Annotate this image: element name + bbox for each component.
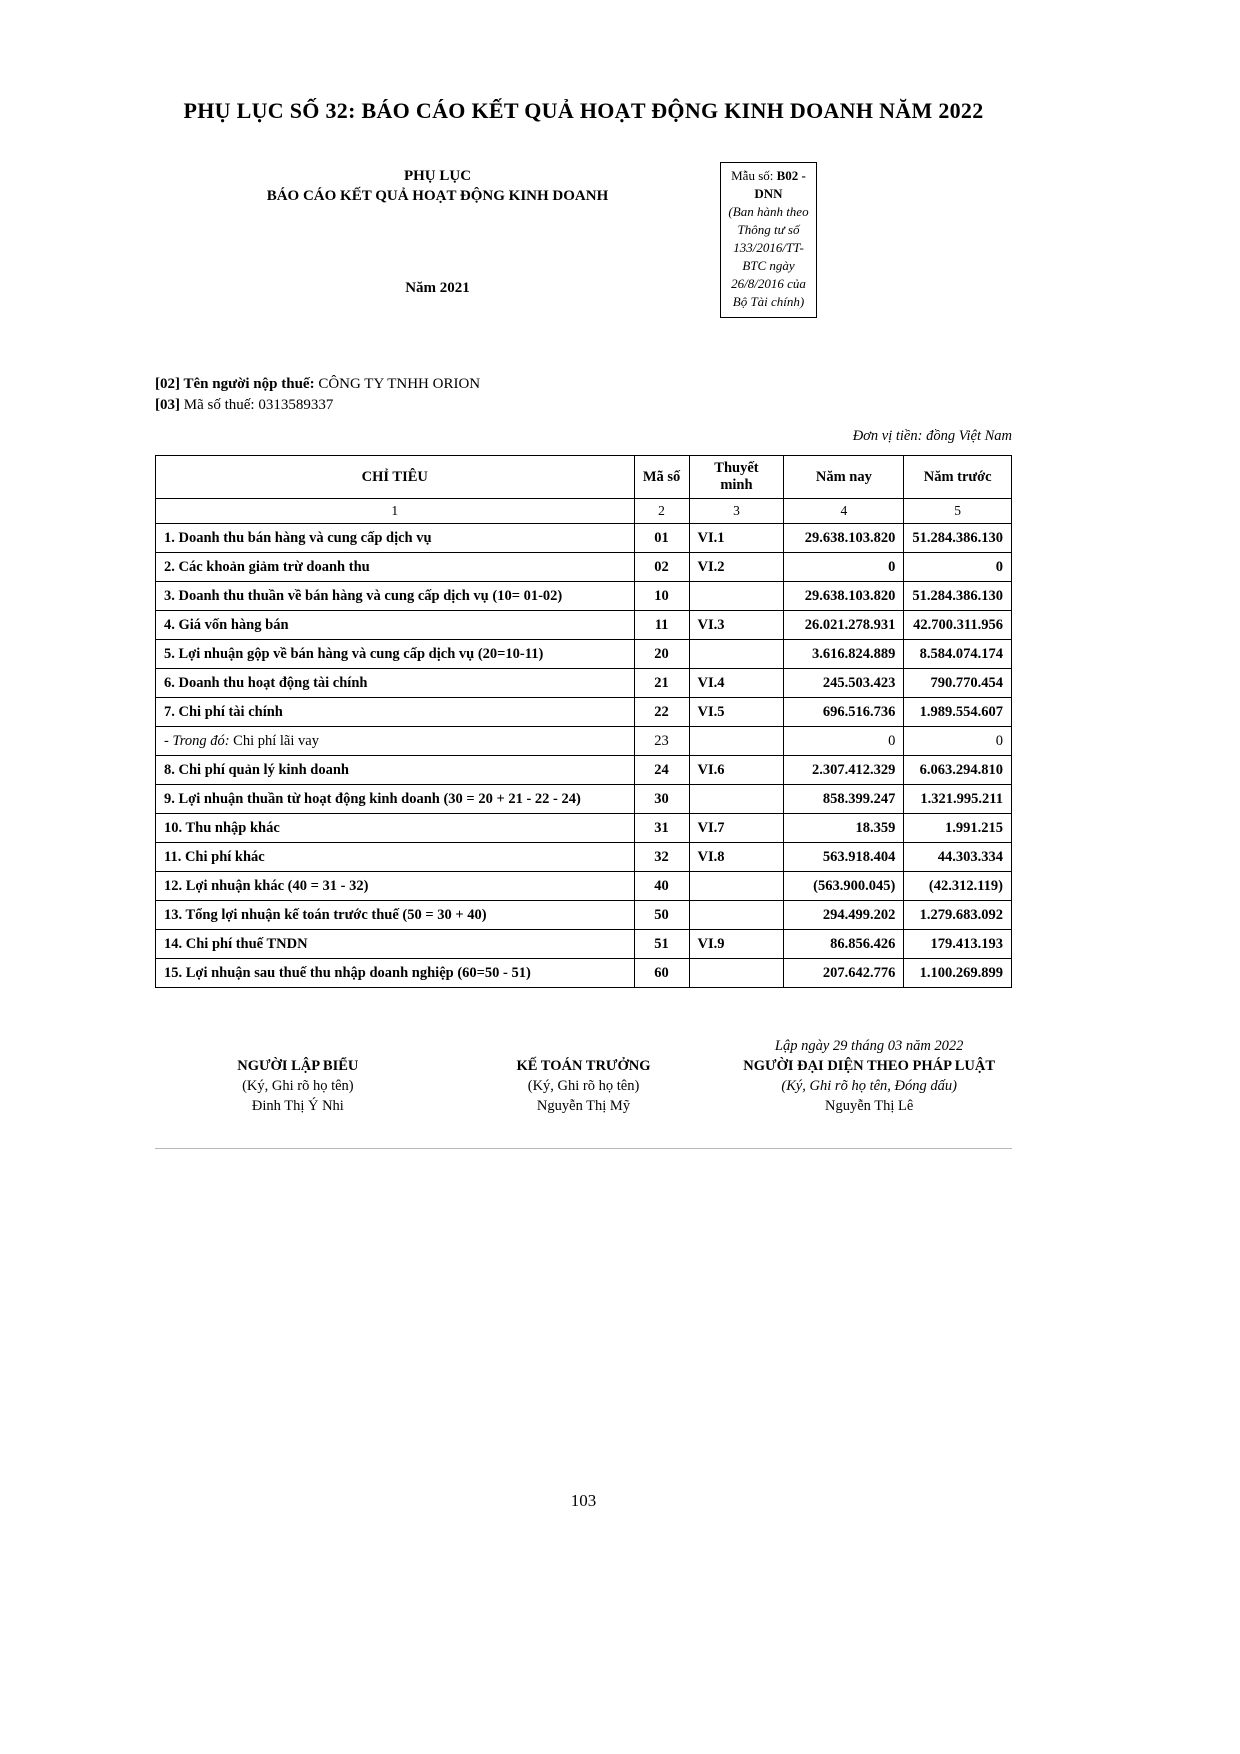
row-current-value: 86.856.426 <box>784 930 904 959</box>
row-label: 7. Chi phí tài chính <box>156 698 635 727</box>
row-prior-value: 1.989.554.607 <box>904 698 1012 727</box>
row-current-value: 18.359 <box>784 814 904 843</box>
signature-name: Nguyễn Thị Mỹ <box>536 1098 631 1114</box>
row-prior-value: 51.284.386.130 <box>904 582 1012 611</box>
row-note <box>689 901 784 930</box>
row-prior-value: 1.279.683.092 <box>904 901 1012 930</box>
taxpayer-name: CÔNG TY TNHH ORION <box>318 376 481 392</box>
table-row <box>156 901 1012 930</box>
column-number: 4 <box>784 499 904 524</box>
row-current-value: 0 <box>784 727 904 756</box>
signature-title: NGƯỜI ĐẠI DIỆN THEO PHÁP LUẬT <box>743 1058 996 1074</box>
row-current-value: 245.503.423 <box>784 669 904 698</box>
signature-title: KẾ TOÁN TRƯỞNG <box>516 1058 651 1074</box>
page-title: PHỤ LỤC SỐ 32: BÁO CÁO KẾT QUẢ HOẠT ĐỘNG KINH DOANH NĂM 2022 <box>183 98 984 123</box>
table-row <box>156 756 1012 785</box>
table-row <box>156 785 1012 814</box>
row-code: 23 <box>634 727 689 756</box>
header-prior-year: Năm trước <box>904 456 1012 499</box>
column-number: 5 <box>904 499 1012 524</box>
row-note <box>689 785 784 814</box>
row-label: 4. Giá vốn hàng bán <box>156 611 635 640</box>
row-prior-value: 8.584.074.174 <box>904 640 1012 669</box>
tax-code-value: 0313589337 <box>258 397 334 413</box>
table-head <box>156 456 1012 524</box>
row-label: 10. Thu nhập khác <box>156 814 635 843</box>
report-table-body <box>156 524 1012 988</box>
row-note: VI.7 <box>689 814 784 843</box>
header-current-year: Năm nay <box>784 456 904 499</box>
table-row <box>156 611 1012 640</box>
row-code: 11 <box>634 611 689 640</box>
row-note <box>689 727 784 756</box>
table-row <box>156 930 1012 959</box>
row-label: 5. Lợi nhuận gộp về bán hàng và cung cấp dịch vụ (20=10-11) <box>156 640 635 669</box>
report-year: Năm 2021 <box>405 280 470 296</box>
row-prior-value: 1.100.269.899 <box>904 959 1012 988</box>
row-label: 13. Tổng lợi nhuận kế toán trước thuế (50 = 30 + 40) <box>156 901 635 930</box>
table-row <box>156 553 1012 582</box>
table-row <box>156 843 1012 872</box>
row-label: 6. Doanh thu hoạt động tài chính <box>156 669 635 698</box>
column-number: 3 <box>689 499 784 524</box>
row-note: VI.9 <box>689 930 784 959</box>
row-code: 31 <box>634 814 689 843</box>
table-row <box>156 669 1012 698</box>
appendix-label: PHỤ LỤC <box>403 168 472 184</box>
row-label: - Trong đó: Chi phí lãi vay <box>156 727 635 756</box>
row-label: 2. Các khoản giảm trừ doanh thu <box>156 553 635 582</box>
column-number: 1 <box>156 499 635 524</box>
table-row <box>156 524 1012 553</box>
signature-preparer <box>155 1036 441 1116</box>
header-note: Thuyết minh <box>689 456 784 499</box>
row-note <box>689 640 784 669</box>
column-number: 2 <box>634 499 689 524</box>
row-prior-value: 6.063.294.810 <box>904 756 1012 785</box>
row-code: 30 <box>634 785 689 814</box>
report-header-center <box>155 162 720 298</box>
header-item: CHỈ TIÊU <box>156 456 635 499</box>
row-code: 51 <box>634 930 689 959</box>
row-prior-value: 44.303.334 <box>904 843 1012 872</box>
signature-note: (Ký, Ghi rõ họ tên) <box>242 1078 354 1094</box>
row-current-value: 294.499.202 <box>784 901 904 930</box>
row-note <box>689 582 784 611</box>
row-label: 9. Lợi nhuận thuần từ hoạt động kinh doanh (30 = 20 + 21 - 22 - 24) <box>156 785 635 814</box>
row-note: VI.6 <box>689 756 784 785</box>
page-number: 103 <box>570 1491 597 1510</box>
row-current-value: 858.399.247 <box>784 785 904 814</box>
signature-chief-accountant <box>441 1036 727 1116</box>
row-note <box>689 872 784 901</box>
row-label: 11. Chi phí khác <box>156 843 635 872</box>
row-prior-value: 790.770.454 <box>904 669 1012 698</box>
taxpayer-label: [02] Tên người nộp thuế: <box>155 376 315 392</box>
row-code: 50 <box>634 901 689 930</box>
row-code: 40 <box>634 872 689 901</box>
form-number-code: B02 - DNN <box>754 168 806 201</box>
row-prior-value: 0 <box>904 553 1012 582</box>
form-issue-note: (Ban hành theo Thông tư số 133/2016/TT-BTC ngày 26/8/2016 của Bộ Tài chính) <box>728 204 809 309</box>
row-code: 20 <box>634 640 689 669</box>
row-current-value: 26.021.278.931 <box>784 611 904 640</box>
signature-name: Đinh Thị Ý Nhi <box>251 1098 344 1114</box>
row-current-value: 0 <box>784 553 904 582</box>
row-note: VI.2 <box>689 553 784 582</box>
table-row <box>156 640 1012 669</box>
currency-note: Đơn vị tiền: đồng Việt Nam <box>852 428 1012 444</box>
signature-title: NGƯỜI LẬP BIỂU <box>237 1058 359 1074</box>
signature-name: Nguyễn Thị Lê <box>825 1098 914 1114</box>
table-row <box>156 814 1012 843</box>
row-label: 12. Lợi nhuận khác (40 = 31 - 32) <box>156 872 635 901</box>
row-prior-value: 51.284.386.130 <box>904 524 1012 553</box>
row-code: 10 <box>634 582 689 611</box>
row-note: VI.3 <box>689 611 784 640</box>
taxpayer-block <box>155 374 1012 416</box>
row-label: 15. Lợi nhuận sau thuế thu nhập doanh nghiệp (60=50 - 51) <box>156 959 635 988</box>
report-name: BÁO CÁO KẾT QUẢ HOẠT ĐỘNG KINH DOANH <box>266 188 609 204</box>
row-prior-value: 0 <box>904 727 1012 756</box>
row-note: VI.5 <box>689 698 784 727</box>
signature-legal-representative <box>726 1036 1012 1116</box>
form-number-label: Mẫu số: <box>731 168 774 183</box>
row-code: 32 <box>634 843 689 872</box>
row-note <box>689 959 784 988</box>
tax-code-sublabel: Mã số thuế: <box>183 397 255 413</box>
taxpayer-line <box>155 374 1012 395</box>
table-row <box>156 872 1012 901</box>
row-code: 24 <box>634 756 689 785</box>
row-code: 01 <box>634 524 689 553</box>
row-current-value: 29.638.103.820 <box>784 582 904 611</box>
table-row <box>156 959 1012 988</box>
row-code: 22 <box>634 698 689 727</box>
footer-divider <box>155 1148 1012 1149</box>
row-current-value: 563.918.404 <box>784 843 904 872</box>
row-label: 8. Chi phí quản lý kinh doanh <box>156 756 635 785</box>
tax-code-label: [03] <box>155 397 180 413</box>
table-row <box>156 727 1012 756</box>
row-prior-value: 1.991.215 <box>904 814 1012 843</box>
signature-date: Lập ngày 29 tháng 03 năm 2022 <box>774 1038 964 1054</box>
row-note: VI.4 <box>689 669 784 698</box>
row-code: 02 <box>634 553 689 582</box>
form-number-box <box>720 162 817 318</box>
row-current-value: 2.307.412.329 <box>784 756 904 785</box>
column-number-row <box>156 499 1012 524</box>
signature-section <box>155 1036 1012 1116</box>
signature-note: (Ký, Ghi rõ họ tên) <box>527 1078 640 1094</box>
row-current-value: 29.638.103.820 <box>784 524 904 553</box>
signature-note: (Ký, Ghi rõ họ tên, Đóng dấu) <box>781 1078 957 1094</box>
income-statement-table <box>155 455 1012 988</box>
row-code: 60 <box>634 959 689 988</box>
table-header-row <box>156 456 1012 499</box>
row-prior-value: 42.700.311.956 <box>904 611 1012 640</box>
row-note: VI.8 <box>689 843 784 872</box>
row-label: 3. Doanh thu thuần về bán hàng và cung cấp dịch vụ (10= 01-02) <box>156 582 635 611</box>
row-prior-value: 1.321.995.211 <box>904 785 1012 814</box>
row-label: 14. Chi phí thuế TNDN <box>156 930 635 959</box>
report-header <box>155 162 1012 360</box>
row-label: 1. Doanh thu bán hàng và cung cấp dịch vụ <box>156 524 635 553</box>
table-row <box>156 698 1012 727</box>
row-current-value: 207.642.776 <box>784 959 904 988</box>
table-row <box>156 582 1012 611</box>
row-note: VI.1 <box>689 524 784 553</box>
header-code: Mã số <box>634 456 689 499</box>
row-code: 21 <box>634 669 689 698</box>
tax-code-line <box>155 395 1012 416</box>
row-current-value: (563.900.045) <box>784 872 904 901</box>
row-prior-value: 179.413.193 <box>904 930 1012 959</box>
row-current-value: 3.616.824.889 <box>784 640 904 669</box>
row-prior-value: (42.312.119) <box>904 872 1012 901</box>
row-current-value: 696.516.736 <box>784 698 904 727</box>
